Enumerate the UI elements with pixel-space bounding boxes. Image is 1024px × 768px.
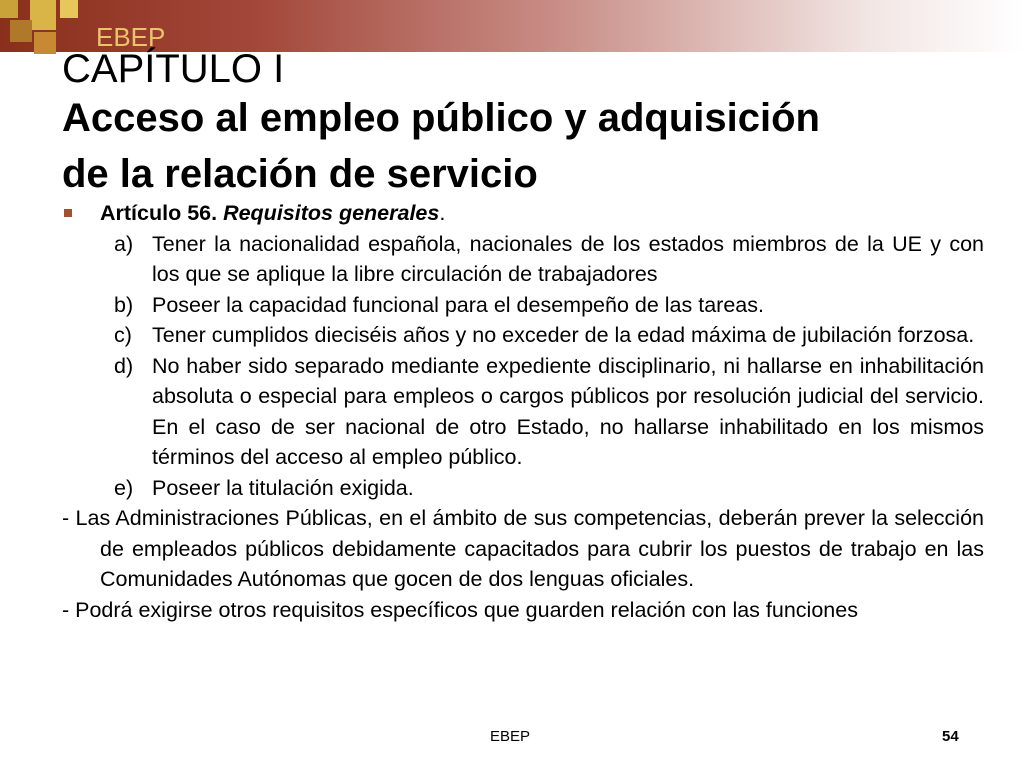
decorative-square bbox=[10, 20, 32, 42]
page-number: 54 bbox=[942, 728, 959, 745]
slide-title bbox=[62, 48, 982, 202]
section-title-line2: de la relación de servicio bbox=[62, 152, 538, 196]
section-title-line1: Acceso al empleo público y adquisición bbox=[62, 96, 820, 140]
decorative-square bbox=[60, 0, 78, 18]
list-item-letter: a) bbox=[114, 231, 134, 256]
list-item bbox=[62, 351, 984, 473]
paragraph: - Podrá exigirse otros requisitos específicos que guarden relación con las funciones bbox=[62, 597, 858, 622]
list-item-text: No haber sido separado mediante expediente disciplinario, ni hallarse en inhabilitación absoluta o especial para empleos o cargos públicos por resolución judicial del servicio. En el caso de ser nacional de otro Estado, no hallarse inhabilitado en los mismos términos del acceso al empleo público. bbox=[152, 353, 984, 469]
decorative-square bbox=[34, 32, 56, 54]
list-item-text: Poseer la titulación exigida. bbox=[152, 475, 414, 500]
header-brand: EBEP bbox=[96, 22, 166, 52]
list-item bbox=[62, 473, 984, 504]
list-item bbox=[62, 320, 984, 351]
list-item-letter: d) bbox=[114, 353, 134, 378]
list-item-text: Poseer la capacidad funcional para el desempeño de las tareas. bbox=[152, 292, 764, 317]
list-item bbox=[62, 290, 984, 321]
article-heading bbox=[62, 198, 984, 229]
decorative-square bbox=[0, 0, 18, 18]
chapter-title: CAPÍTULO I bbox=[62, 47, 285, 91]
article-title-suffix: . bbox=[439, 201, 446, 225]
bullet-square-icon bbox=[64, 209, 72, 217]
article-label: Artículo 56. bbox=[100, 201, 224, 225]
list-item-text: Tener cumplidos dieciséis años y no exceder de la edad máxima de jubilación forzosa. bbox=[152, 323, 975, 347]
list-item-letter: e) bbox=[114, 475, 134, 500]
footer-label: EBEP bbox=[490, 728, 531, 745]
decorative-square bbox=[30, 0, 56, 30]
list-item-text: Tener la nacionalidad española, nacionales de los estados miembros de la UE y con los que se aplique la libre circulación de trabajadores bbox=[152, 231, 984, 286]
paragraph: - Las Administraciones Públicas, en el ámbito de sus competencias, deberán prever la selección de empleados públicos debidamente capacitados para cubrir los puestos de trabajo en las Comunidades Autónomas que gocen de dos lenguas oficiales. bbox=[62, 506, 984, 591]
list-item-letter: c) bbox=[114, 323, 132, 347]
article-title: Requisitos generales bbox=[223, 201, 440, 225]
list-item-letter: b) bbox=[114, 292, 134, 317]
list-item bbox=[62, 229, 984, 290]
slide-body bbox=[62, 198, 984, 625]
